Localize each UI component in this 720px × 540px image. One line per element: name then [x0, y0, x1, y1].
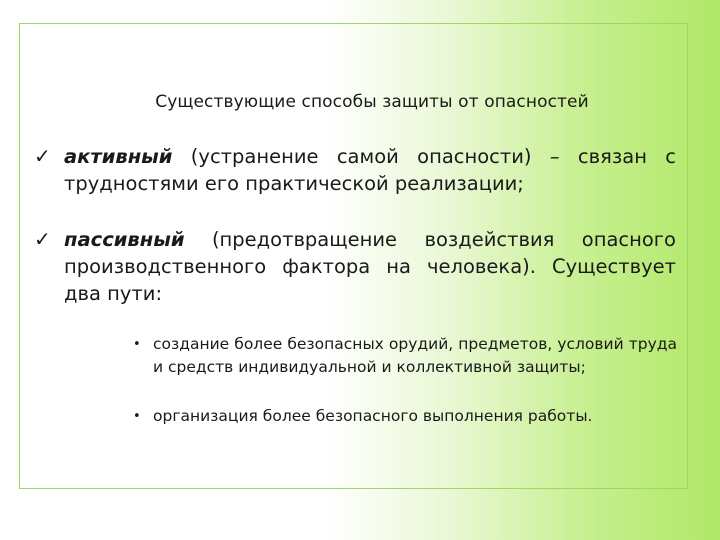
- item-text-passive: (предотвращение воздействия опасного производственного фактора на человека). Существует два пути:: [64, 228, 676, 305]
- sub-item-text: создание более безопасных орудий, предметов, условий труда и средств индивидуальной и коллективной защиты;: [153, 335, 677, 376]
- slide-title: Существующие способы защиты от опасностей: [155, 92, 589, 112]
- checkmark-icon: ✓: [34, 227, 51, 251]
- checkmark-icon: ✓: [34, 144, 51, 168]
- list-item-active: [34, 143, 676, 197]
- bullet-icon: •: [133, 409, 141, 424]
- item-text-active: (устранение самой опасности) – связан с трудностями его практической реализации;: [64, 145, 676, 195]
- bullet-icon: •: [133, 337, 141, 352]
- sub-item-text: организация более безопасного выполнения работы.: [153, 407, 593, 425]
- item-lead-passive: пассивный: [64, 228, 185, 251]
- sub-list-item: [133, 405, 677, 428]
- list-item-passive: [34, 226, 676, 307]
- sub-list-item: [133, 333, 677, 379]
- item-lead-active: активный: [64, 145, 173, 168]
